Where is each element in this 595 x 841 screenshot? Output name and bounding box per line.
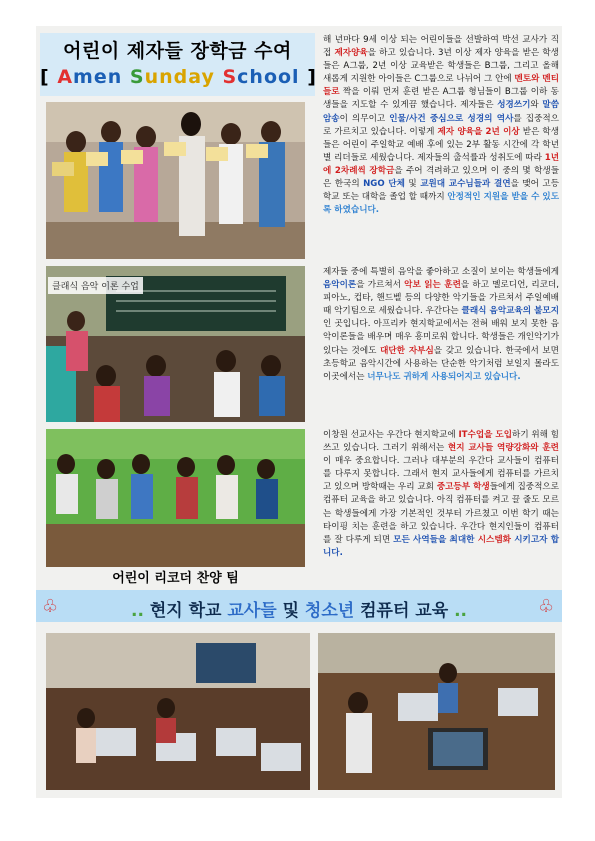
recorder-team-caption: 어린이 리코더 찬양 팀 <box>112 571 239 586</box>
paragraph-1-run-7: 대단한 자부심 <box>380 345 434 356</box>
paragraph-0-run-8: 이 의무이고 <box>339 113 390 124</box>
banner-part-5: 컴퓨터 교육 <box>354 601 449 621</box>
paragraph-2-run-7: 모든 사역들을 최대한 <box>393 534 478 545</box>
paragraph-music <box>323 266 559 384</box>
page-subtitle <box>40 66 315 88</box>
clover-right-icon: ♧ <box>538 596 555 617</box>
computer-class-photo-right <box>318 633 555 790</box>
paragraph-1-run-5: 클래식 음악교육의 불모지 <box>461 306 559 317</box>
paragraph-0-run-16: 및 <box>404 179 421 190</box>
subtitle-w3-initial: S <box>222 66 238 88</box>
page-title: 어린이 제자들 장학금 수여 <box>63 40 292 62</box>
subtitle-w1-initial: A <box>57 66 74 88</box>
paragraph-0-run-0: 해 년마다 9세 이상 되는 어린이들을 선발하여 박선 교사가 직접 <box>323 35 559 59</box>
paragraph-1-run-9: 너무나도 귀하게 사용되어지고 있습니다. <box>367 371 521 382</box>
paragraph-2-run-1: IT수업을 도입 <box>458 430 513 440</box>
subtitle-w3-rest: chool <box>237 66 300 88</box>
music-class-caption: 클래식 음악 이론 수업 <box>48 277 143 294</box>
subtitle-w2-rest: unday <box>144 66 215 88</box>
recorder-team-photo <box>46 429 305 567</box>
paragraph-0-run-18: 을 맺어 고등학교 또는 대학을 졸업 할 때까지 <box>323 179 560 203</box>
paragraph-0-run-11: 제자 양육을 2년 이상 <box>437 126 520 137</box>
banner-part-1: 현지 학교 <box>149 601 228 621</box>
banner-dots-right: .. <box>454 601 467 621</box>
banner-part-3: 및 <box>276 601 305 621</box>
paragraph-0-run-12: 받은 학생들은 어린이 주일학교 예배 후에 있는 2부 활동 시간에 각 학년별 리더들로 세웠습니다. 제자들의 출석률과 성취도에 따라 <box>323 126 559 163</box>
paragraph-2-run-5: 중고등부 학생 <box>436 482 490 493</box>
paragraph-2-run-9: 시키고자 합니다. <box>323 534 559 558</box>
scholarship-photo <box>46 102 305 259</box>
clover-left-icon: ♧ <box>42 596 59 617</box>
paragraph-0-run-2: 을 하고 있습니다. 3년 이상 제자 양육을 받은 학생들은 A그룹, 2년 이상 교육받은 학생들은 B그룹, 그리고 올해 새롭게 지원한 아이들은 C그룹으로 나뉘어 그 안에 <box>323 48 559 85</box>
banner-part-2: 교사들 <box>227 601 277 621</box>
paragraph-0-run-15: NGO 단체 <box>363 179 405 190</box>
banner-dots-left: .. <box>131 601 144 621</box>
computer-class-photo-left <box>46 633 310 790</box>
paragraph-1-run-8: 을 갖고 있습니다. 한국에서 보면 초등학교 음악시간에 사용하는 단순한 악기처럼 보일지 몰라도 이곳에서는 <box>323 345 559 382</box>
paragraph-0-run-10: 를 집중적으로 가르치고 있습니다. 이렇게 <box>323 113 559 137</box>
paragraph-0-run-17: 교원대 교수님들과 결연 <box>420 179 511 190</box>
paragraph-0-run-1: 제자양육 <box>334 48 368 59</box>
paragraph-0-run-3: 멘토와 멘티들로 <box>323 74 560 98</box>
paragraph-2-run-6: 들에게 집중적으로 컴퓨터 교육을 하고 있습니다. 아직 컴퓨터를 켜고 끌 줄도 모르는 학생들에게 가장 기본적인 것부터 가르쳤고 이번 학기 때는 타이핑 치는 훈련을 하고 있습니다. 우간다 현지인들이 컴퓨터를 잘 다루게 되면 <box>323 482 560 545</box>
paragraph-1-run-2: 을 가르쳐서 <box>356 280 405 291</box>
paragraph-2-run-0: 이창원 선교사는 우간다 현지학교에 <box>323 430 459 440</box>
paragraph-0-run-19: 안정적인 지원을 받을 수 있도록 하였습니다. <box>323 192 559 216</box>
subtitle-close-bracket: ] <box>307 66 317 88</box>
paragraph-2-run-3: 현지 교사들 역량강화와 훈련 <box>447 443 559 454</box>
subtitle-open-bracket: [ <box>40 66 50 88</box>
subtitle-w1-rest: men <box>73 66 123 88</box>
paragraph-1-run-1: 음악이론 <box>323 280 357 291</box>
banner-part-4: 청소년 <box>304 601 355 621</box>
paragraph-0-run-4: 짝을 이뤄 먼저 훈련 받은 A그룹 형님들이 B그룹 이하 동생들을 지도할 수 있게끔 했습니다. 제자들은 <box>323 87 559 111</box>
paragraph-0-run-9: 인물/사건 중심으로 성경의 역사 <box>389 113 514 124</box>
paragraph-2-run-2: 하기 위해 힘쓰고 있습니다. 그러기 위해서는 <box>323 430 559 454</box>
paragraph-computer <box>323 429 559 560</box>
paragraph-0-run-7: 말씀 암송 <box>323 100 559 124</box>
paragraph-2-run-4: 이 매우 중요합니다. 그러나 대부분의 우간다 교사들이 컴퓨터를 다루지 못합니다. 그래서 현지 교사들에게 컴퓨터를 가르치고 있으며 방학때는 우리 교회 <box>323 456 559 493</box>
paragraph-0-run-5: 성경쓰기 <box>497 100 531 111</box>
paragraph-1-run-3: 악보 읽는 훈련 <box>404 280 461 291</box>
paragraph-0-run-14: 을 주어 격려하고 있으며 이 중의 몇 학생들은 한국의 <box>323 165 560 190</box>
paragraph-0-run-13: 1년에 2차례씩 장학금 <box>323 152 559 176</box>
paragraph-2-run-8: 시스템화 <box>477 534 511 545</box>
paragraph-1-run-4: 을 하고 멜로디언, 리코더, 피아노, 컵타, 핸드벨 등의 다양한 악기들을 가르쳐서 주일예배 때 악기팀으로 세웠습니다. 우간다는 <box>323 280 559 317</box>
paragraph-1-run-0: 제자들 중에 특별히 음악을 좋아하고 소질이 보이는 학생들에게 <box>323 267 559 277</box>
paragraph-0-run-6: 와 <box>530 100 543 111</box>
paragraph-1-run-6: 인 곳입니다. 아프리카 현지학교에서는 전혀 배워 보지 못한 음악이론들을 배우며 매우 흥미로워 합니다. 학생들은 개인악기가 있다는 것에도 <box>323 319 559 356</box>
paragraph-scholarship <box>323 34 559 217</box>
subtitle-w2-initial: S <box>129 66 145 88</box>
section-banner-title <box>36 596 562 621</box>
